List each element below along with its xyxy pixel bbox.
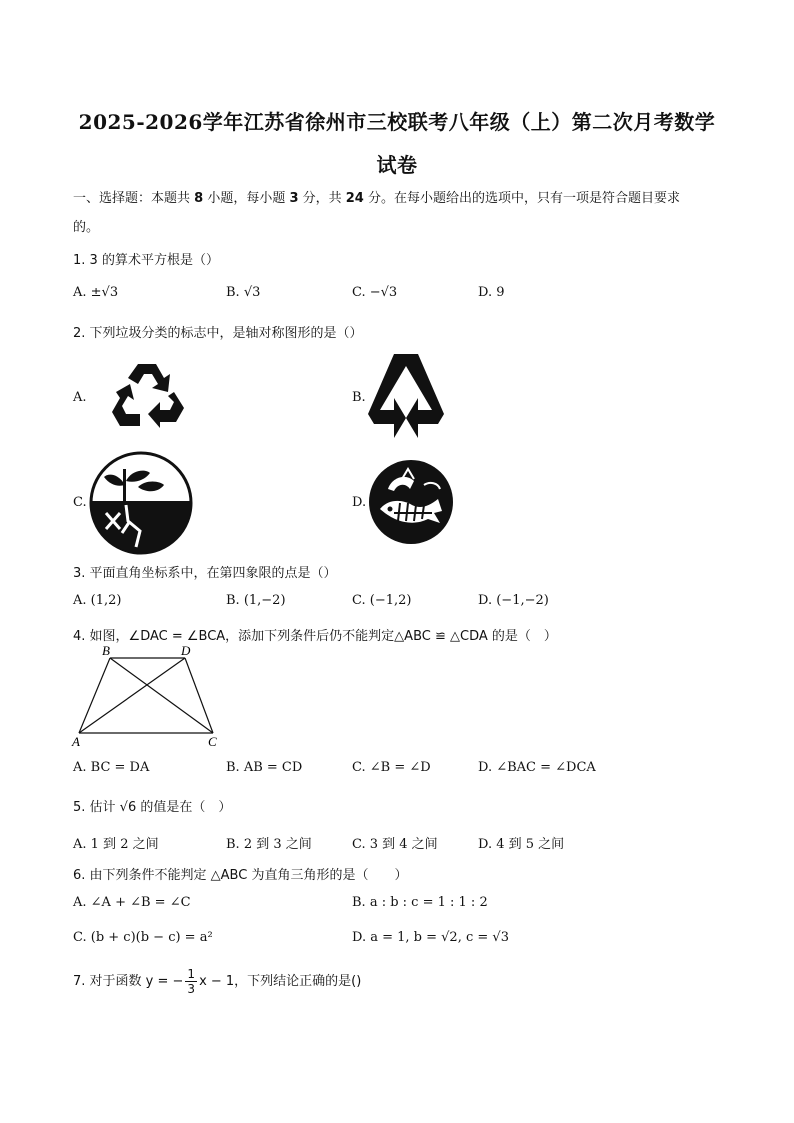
figure-label-d: D bbox=[181, 643, 191, 658]
q1-option-b[interactable]: B. √3 bbox=[226, 285, 261, 300]
q2-option-b-label[interactable]: B. bbox=[352, 390, 366, 405]
section-header: 一、选择题：本题共 8 小题，每小题 3 分，共 24 分。在每小题给出的选项中，只有一项是符合题目要求 bbox=[73, 191, 680, 206]
q3-option-a[interactable]: A. (1,2) bbox=[73, 593, 122, 608]
question-3-stem: 3. 平面直角坐标系中，在第四象限的点是（） bbox=[73, 566, 337, 581]
q1-option-a[interactable]: A. ±√3 bbox=[73, 285, 119, 300]
q5-option-a[interactable]: A. 1 到 2 之间 bbox=[73, 837, 159, 852]
q2-option-a-label[interactable]: A. bbox=[73, 390, 87, 405]
question-2-stem: 2. 下列垃圾分类的标志中，是轴对称图形的是（） bbox=[73, 326, 363, 341]
section-header-cont: 的。 bbox=[73, 220, 100, 235]
question-6-stem: 6. 由下列条件不能判定 △ABC 为直角三角形的是（ ） bbox=[73, 868, 408, 883]
question-1-stem: 1. 3 的算术平方根是（） bbox=[73, 253, 219, 268]
q6-option-c[interactable]: C. (b + c)(b − c) = a² bbox=[73, 930, 213, 945]
kitchen-waste-icon bbox=[88, 451, 194, 555]
food-waste-fish-icon bbox=[368, 459, 454, 545]
q6-option-a[interactable]: A. ∠A + ∠B = ∠C bbox=[73, 895, 191, 910]
q5-option-c[interactable]: C. 3 到 4 之间 bbox=[352, 837, 438, 852]
fraction-one-third: $\frac{1}{3}$ bbox=[187, 967, 196, 996]
q2-option-c-label[interactable]: C. bbox=[73, 495, 87, 510]
question-7-stem: 7. 对于函数 y = − $\frac{1}{3}$ x − 1，下列结论正确的是() bbox=[73, 967, 362, 996]
figure-label-a: A bbox=[72, 734, 80, 749]
q4-option-d[interactable]: D. ∠BAC = ∠DCA bbox=[478, 760, 596, 775]
q3-option-b[interactable]: B. (1,−2) bbox=[226, 593, 286, 608]
recycle-symbol-icon bbox=[110, 358, 190, 430]
q3-option-c[interactable]: C. (−1,2) bbox=[352, 593, 412, 608]
q1-option-d[interactable]: D. 9 bbox=[478, 285, 505, 300]
question-4-stem: 4. 如图，∠DAC = ∠BCA，添加下列条件后仍不能判定△ABC ≌ △CDA 的是（ ） bbox=[73, 629, 557, 644]
exam-title-line1: 2025-2026学年江苏省徐州市三校联考八年级（上）第二次月考数学 bbox=[78, 110, 716, 134]
question-5-stem: 5. 估计 √6 的值是在（ ） bbox=[73, 800, 232, 815]
q3-option-d[interactable]: D. (−1,−2) bbox=[478, 593, 549, 608]
figure-label-b: B bbox=[102, 643, 110, 658]
q1-option-c[interactable]: C. −√3 bbox=[352, 285, 398, 300]
q4-option-a[interactable]: A. BC = DA bbox=[73, 760, 150, 775]
quadrilateral-figure bbox=[70, 645, 230, 750]
q4-option-c[interactable]: C. ∠B = ∠D bbox=[352, 760, 431, 775]
q5-option-d[interactable]: D. 4 到 5 之间 bbox=[478, 837, 565, 852]
q4-option-b[interactable]: B. AB = CD bbox=[226, 760, 303, 775]
q2-option-d-label[interactable]: D. bbox=[352, 495, 367, 510]
exam-title-line2: 试卷 bbox=[376, 153, 418, 177]
q6-option-b[interactable]: B. a : b : c = 1 : 1 : 2 bbox=[352, 895, 488, 910]
q6-option-d[interactable]: D. a = 1, b = √2, c = √3 bbox=[352, 930, 509, 945]
q5-option-b[interactable]: B. 2 到 3 之间 bbox=[226, 837, 312, 852]
figure-label-c: C bbox=[208, 734, 217, 749]
recyclable-arrows-icon bbox=[366, 352, 446, 442]
